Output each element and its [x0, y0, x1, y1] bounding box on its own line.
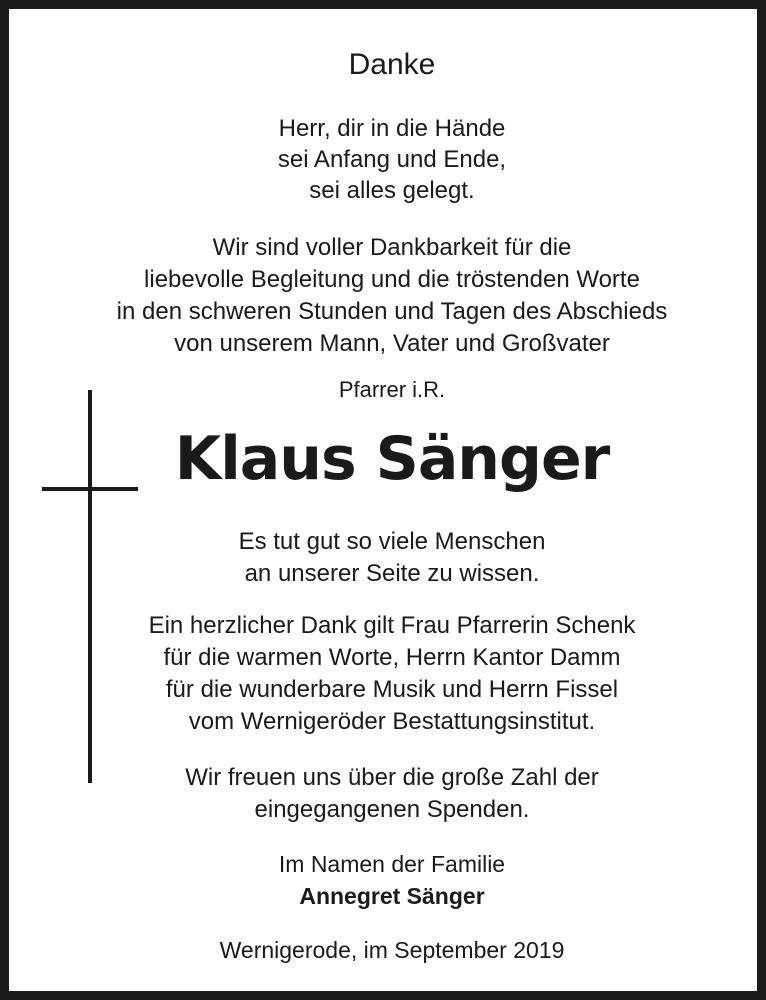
cross-icon-bar [42, 487, 138, 491]
thanks-intro-line: liebevolle Begleitung und die tröstenden Worte [144, 266, 640, 293]
verse-line: Herr, dir in die Hände [278, 115, 506, 142]
thanks-intro-line: Wir sind voller Dankbarkeit für die [212, 234, 572, 261]
verse-line: sei alles gelegt. [309, 177, 475, 204]
comfort-text [9, 526, 766, 590]
place-date [9, 934, 766, 966]
honorific [9, 375, 766, 405]
deceased-name-text: Klaus Sänger [174, 424, 610, 494]
verse-line: sei Anfang und Ende, [277, 146, 507, 173]
thanks-intro-line: von unserem Mann, Vater und Großvater [174, 330, 610, 357]
comfort-line: Es tut gut so viele Menschen [238, 528, 546, 555]
thanks-detail-line: Ein herzlicher Dank gilt Frau Pfarrerin Schenk [148, 612, 636, 639]
donations-line: Wir freuen uns über die große Zahl der [185, 764, 599, 791]
thanks-detail-line: für die warmen Worte, Herrn Kantor Damm [163, 644, 621, 671]
thanks-intro-line: in den schweren Stunden und Tagen des Abschieds [116, 298, 668, 325]
notice-title [9, 45, 766, 85]
comfort-line: an unserer Seite zu wissen. [244, 560, 540, 587]
thanks-detail-line: für die wunderbare Musik und Herrn Fissel [165, 676, 619, 703]
thanks-detail-line: vom Wernigeröder Bestattungsinstitut. [188, 708, 596, 735]
donations-line: eingegangenen Spenden. [254, 796, 530, 823]
signature-intro [9, 848, 766, 880]
place-date-text: Wernigerode, im September 2019 [219, 937, 565, 963]
signature-name [9, 880, 766, 912]
thanks-detail [9, 610, 766, 738]
honorific-text: Pfarrer i.R. [338, 377, 446, 402]
verse [9, 113, 766, 206]
thanks-intro [9, 232, 766, 360]
title-text: Danke [348, 48, 436, 81]
signature-name-text: Annegret Sänger [299, 883, 485, 909]
signature-intro-text: Im Namen der Familie [278, 851, 506, 877]
donations-text [9, 762, 766, 826]
